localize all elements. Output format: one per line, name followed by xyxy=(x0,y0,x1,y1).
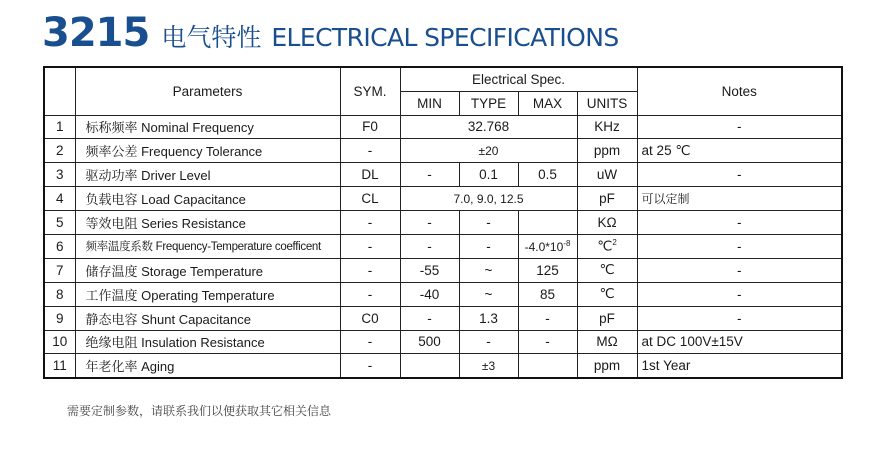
row-min xyxy=(400,354,459,378)
table-row xyxy=(44,139,842,163)
table-row xyxy=(44,258,842,282)
header-electrical-spec: Electrical Spec. xyxy=(400,67,637,91)
row-index: 5 xyxy=(44,211,75,235)
row-index: 3 xyxy=(44,163,75,187)
row-merged-value: ±20 xyxy=(400,139,577,163)
row-units-base: ℃ xyxy=(597,238,613,254)
row-notes: 可以定制 xyxy=(637,187,842,211)
row-max: 0.5 xyxy=(518,163,577,187)
row-max: - xyxy=(518,330,577,354)
row-sym: - xyxy=(340,211,400,235)
row-max xyxy=(518,354,577,378)
row-units xyxy=(577,234,637,258)
row-index: 6 xyxy=(44,234,75,258)
header-min: MIN xyxy=(400,91,459,115)
row-min: -55 xyxy=(400,258,459,282)
row-max: 125 xyxy=(518,258,577,282)
header-parameters: Parameters xyxy=(75,67,340,115)
row-notes: - xyxy=(637,258,842,282)
row-units: ppm xyxy=(577,354,637,378)
row-sym: - xyxy=(340,282,400,306)
row-type: - xyxy=(459,330,518,354)
row-max: 85 xyxy=(518,282,577,306)
table-row xyxy=(44,282,842,306)
row-notes: at 25 ℃ xyxy=(637,139,842,163)
row-type: 1.3 xyxy=(459,306,518,330)
row-type: ~ xyxy=(459,282,518,306)
row-index: 11 xyxy=(44,354,75,378)
header-units: UNITS xyxy=(577,91,637,115)
row-index: 10 xyxy=(44,330,75,354)
row-sym: CL xyxy=(340,187,400,211)
table-row xyxy=(44,115,842,139)
row-sym: - xyxy=(340,234,400,258)
header-notes: Notes xyxy=(637,67,842,115)
row-index: 7 xyxy=(44,258,75,282)
table-row xyxy=(44,330,842,354)
row-min: - xyxy=(400,163,459,187)
table-row xyxy=(44,211,842,235)
row-notes: - xyxy=(637,115,842,139)
row-type: ~ xyxy=(459,258,518,282)
row-max-base: -4.0*10 xyxy=(524,239,564,254)
row-parameter: 绝缘电阻 Insulation Resistance xyxy=(75,330,340,354)
row-index: 2 xyxy=(44,139,75,163)
row-parameter: 静态电容 Shunt Capacitance xyxy=(75,306,340,330)
row-parameter: 工作温度 Operating Temperature xyxy=(75,282,340,306)
row-notes: - xyxy=(637,163,842,187)
row-sym: DL xyxy=(340,163,400,187)
table-row xyxy=(44,234,842,258)
table-row xyxy=(44,354,842,378)
row-units: ℃ xyxy=(577,282,637,306)
row-max xyxy=(518,211,577,235)
title-model-code: 3215 xyxy=(42,10,150,56)
row-notes: - xyxy=(637,306,842,330)
header-type: TYPE xyxy=(459,91,518,115)
row-sym: F0 xyxy=(340,115,400,139)
title-english: ELECTRICAL SPECIFICATIONS xyxy=(271,23,619,52)
row-parameter: 等效电阻 Series Resistance xyxy=(75,211,340,235)
row-units: pF xyxy=(577,306,637,330)
row-max-exponent: -8 xyxy=(563,238,571,248)
row-type: - xyxy=(459,211,518,235)
row-type: 0.1 xyxy=(459,163,518,187)
row-index: 8 xyxy=(44,282,75,306)
row-min: - xyxy=(400,234,459,258)
row-sym: - xyxy=(340,330,400,354)
row-units-exponent: 2 xyxy=(612,238,617,248)
row-index: 4 xyxy=(44,187,75,211)
row-min: - xyxy=(400,211,459,235)
row-parameter: 储存温度 Storage Temperature xyxy=(75,258,340,282)
row-max xyxy=(518,234,577,258)
row-parameter: 年老化率 Aging xyxy=(75,354,340,378)
row-merged-value: 32.768 xyxy=(400,115,577,139)
row-parameter: 频率公差 Frequency Tolerance xyxy=(75,139,340,163)
row-type: ±3 xyxy=(459,354,518,378)
header-sym: SYM. xyxy=(340,67,400,115)
row-sym: - xyxy=(340,258,400,282)
row-index: 1 xyxy=(44,115,75,139)
row-units: ℃ xyxy=(577,258,637,282)
table-row xyxy=(44,306,842,330)
row-sym: - xyxy=(340,354,400,378)
row-units: ppm xyxy=(577,139,637,163)
spec-table xyxy=(43,66,843,379)
row-notes: 1st Year xyxy=(637,354,842,378)
row-merged-value: 7.0, 9.0, 12.5 xyxy=(400,187,577,211)
row-type: - xyxy=(459,234,518,258)
row-min: -40 xyxy=(400,282,459,306)
row-parameter: 标称频率 Nominal Frequency xyxy=(75,115,340,139)
table-row xyxy=(44,163,842,187)
row-parameter: 负载电容 Load Capacitance xyxy=(75,187,340,211)
page-title xyxy=(42,10,619,56)
row-units: pF xyxy=(577,187,637,211)
row-notes: at DC 100V±15V xyxy=(637,330,842,354)
row-min: 500 xyxy=(400,330,459,354)
row-units: KΩ xyxy=(577,211,637,235)
title-chinese: 电气特性 xyxy=(161,23,262,52)
footnote: 需要定制参数，请联系我们以便获取其它相关信息 xyxy=(67,404,332,418)
table-row xyxy=(44,187,842,211)
row-parameter: 频率温度系数 Frequency-Temperature coefficent xyxy=(75,234,340,258)
row-index: 9 xyxy=(44,306,75,330)
header-index xyxy=(44,67,75,115)
row-units: MΩ xyxy=(577,330,637,354)
row-units: KHz xyxy=(577,115,637,139)
row-sym: - xyxy=(340,139,400,163)
row-max: - xyxy=(518,306,577,330)
row-notes: - xyxy=(637,211,842,235)
header-max: MAX xyxy=(518,91,577,115)
row-min: - xyxy=(400,306,459,330)
row-notes: - xyxy=(637,282,842,306)
row-parameter: 驱动功率 Driver Level xyxy=(75,163,340,187)
row-notes: - xyxy=(637,234,842,258)
row-sym: C0 xyxy=(340,306,400,330)
row-units: uW xyxy=(577,163,637,187)
